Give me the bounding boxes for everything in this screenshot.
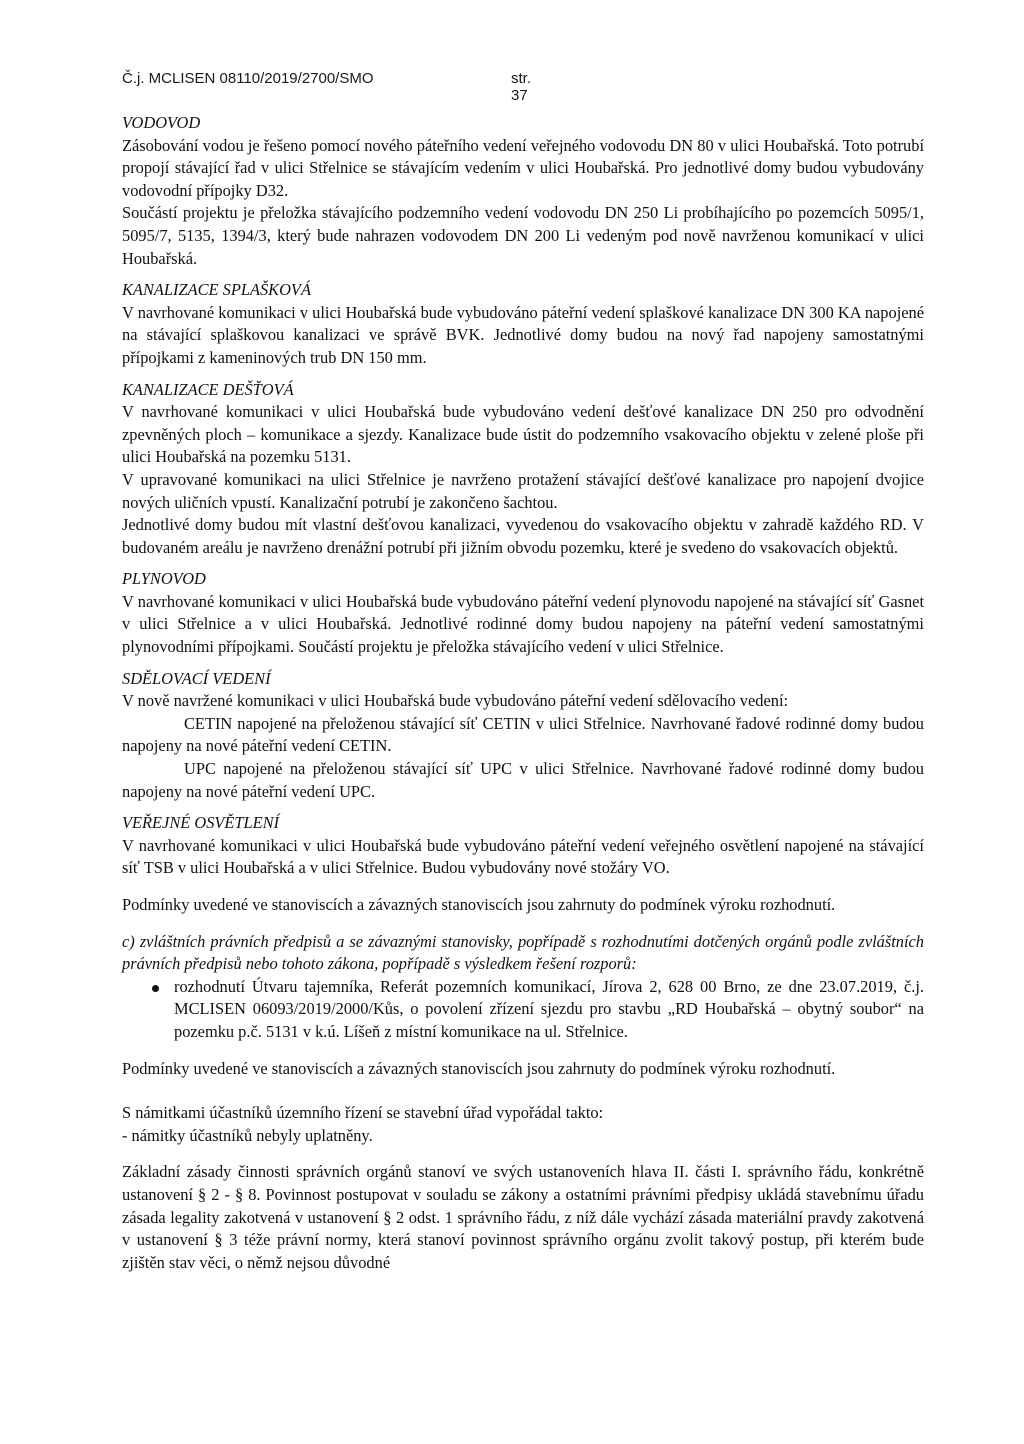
paragraph: S námitkami účastníků územního řízení se stavební úřad vypořádal takto: bbox=[122, 1103, 604, 1123]
paragraph: V upravované komunikaci na ulici Střelnice je navrženo protažení stávající dešťové kanalizace pro napojení dvojice nových uličních vpustí. Kanalizační potrubí je zakončeno šachtou. bbox=[122, 469, 924, 512]
page-header bbox=[122, 70, 542, 104]
paragraph: V navrhované komunikaci v ulici Houbařská bude vybudováno páteřní vedení plynovodu napojené na stávající síť Gasnet v ulici Střelnice a v ulici Houbařská. Jednotlivé rodinné domy budou napojeny na páteřní vedení samostatnými plynovodními přípojkami. Součástí projektu je přeložka stávajícího vedení v ulici Střelnice. bbox=[122, 591, 924, 657]
paragraph: Součástí projektu je přeložka stávajícího podzemního vedení vodovodu DN 250 Li probíhajícího po pozemcích 5095/1, 5095/7, 5135, 1394/3, který bude nahrazen vodovodem DN 200 Li vedeným pod nově navrženou komunikací v ulici Houbařská. bbox=[122, 203, 924, 268]
list-item-text: rozhodnutí Útvaru tajemníka, Referát pozemních komunikací, Jírova 2, 628 00 Brno, ze dne 23.07.2019, č.j. MCLISEN 06093/2019/2000/Kůs, o povolení zřízení sjezdu pro stavbu „RD Houbařská – obytný soubor“ na pozemku p.č. 5131 v k.ú. Líšeň z místní komunikace na ul. Střelnice. bbox=[174, 976, 924, 1041]
paragraph: UPC napojené na přeloženou stávající síť UPC v ulici Střelnice. Navrhované řadové rodinné domy budou napojeny na nové páteřní vedení UPC. bbox=[122, 759, 924, 801]
heading-verejne-osvetleni: VEŘEJNÉ OSVĚTLENÍ bbox=[122, 813, 280, 833]
paragraph: Jednotlivé domy budou mít vlastní dešťovou kanalizaci, vyvedenou do vsakovacího objektu v zahradě každého RD. V budovaném areálu je navrženo drenážní potrubí při jižním obvodu pozemku, které je svedeno do vsakovacích objektů. bbox=[122, 515, 924, 557]
paragraph: V navrhované komunikaci v ulici Houbařská bude vybudováno páteřní vedení splaškové kanalizace DN 300 KA napojené na stávající splaškovou kanalizaci ve správě BVK. Jednotlivé domy budou na nový řad napojeny samostatnými přípojkami z kameninových trub DN 150 mm. bbox=[122, 302, 924, 367]
paragraph: Zásobování vodou je řešeno pomocí nového páteřního vedení veřejného vodovodu DN 80 v ulici Houbařská. Toto potrubí propojí stávající řad v ulici Střelnice se stávajícím vedením v ulici Houbařská. Pro jednotlivé domy budou vybudovány vodovodní přípojky D32. bbox=[122, 135, 924, 200]
document-reference: Č.j. MCLISEN 08110/2019/2700/SMO bbox=[122, 70, 374, 87]
paragraph: Podmínky uvedené ve stanoviscích a závazných stanoviscích jsou zahrnuty do podmínek výroku rozhodnutí. bbox=[122, 895, 836, 914]
document-body bbox=[122, 112, 924, 1274]
bullet-icon bbox=[122, 976, 174, 1044]
heading-plynovod: PLYNOVOD bbox=[122, 569, 206, 589]
page-number: str. 37 bbox=[511, 70, 532, 104]
paragraph: Podmínky uvedené ve stanoviscích a závazných stanoviscích jsou zahrnuty do podmínek výroku rozhodnutí. bbox=[122, 1058, 836, 1078]
heading-kanalizace-splaskova: KANALIZACE SPLAŠKOVÁ bbox=[122, 280, 311, 300]
list-item bbox=[122, 976, 924, 1044]
legal-subheading: c) zvláštních právních předpisů a se závaznými stanovisky, popřípadě s rozhodnutími dotčených orgánů podle zvláštních právních předpisů nebo tohoto zákona, popřípadě s výsledkem řešení rozporů: bbox=[122, 931, 924, 974]
paragraph: V navrhované komunikaci v ulici Houbařská bude vybudováno vedení dešťové kanalizace DN 250 pro odvodnění zpevněných ploch – komunikace a sjezdy. Kanalizace bude ústit do podzemního vsakovacího objektu v zelené ploše při ulici Houbařská na pozemku 5131. bbox=[122, 402, 924, 467]
paragraph: - námitky účastníků nebyly uplatněny. bbox=[122, 1125, 373, 1145]
heading-vodovod: VODOVOD bbox=[122, 113, 201, 132]
paragraph: V nově navržené komunikaci v ulici Houbařská bude vybudováno páteřní vedení sdělovacího vedení: bbox=[122, 691, 789, 711]
paragraph: CETIN napojené na přeloženou stávající síť CETIN v ulici Střelnice. Navrhované řadové rodinné domy budou napojeny na nové páteřní vedení CETIN. bbox=[122, 713, 924, 756]
paragraph: Základní zásady činnosti správních orgánů stanoví ve svých ustanoveních hlava II. části I. správního řádu, konkrétně ustanovení § 2 - § 8. Povinnost postupovat v souladu se zákony a ostatními právními předpisy ukládá stavebnímu úřadu zásada legality zakotvená v ustanovení § 2 odst. 1 správního řádu, z níž dále vychází zásada materiální pravdy zakotvená v ustanovení § 3 téže právní normy, která stanoví povinnost správního orgánu zvolit takový postup, při kterém bude zjištěn stav věci, o němž nejsou důvodné bbox=[122, 1162, 924, 1272]
paragraph: V navrhované komunikaci v ulici Houbařská bude vybudováno páteřní vedení veřejného osvětlení napojené na stávající síť TSB v ulici Houbařská a v ulici Střelnice. Budou vybudovány nové stožáry VO. bbox=[122, 835, 924, 878]
heading-kanalizace-destova: KANALIZACE DEŠŤOVÁ bbox=[122, 379, 294, 399]
heading-sdelovaci-vedeni: SDĚLOVACÍ VEDENÍ bbox=[122, 668, 271, 688]
